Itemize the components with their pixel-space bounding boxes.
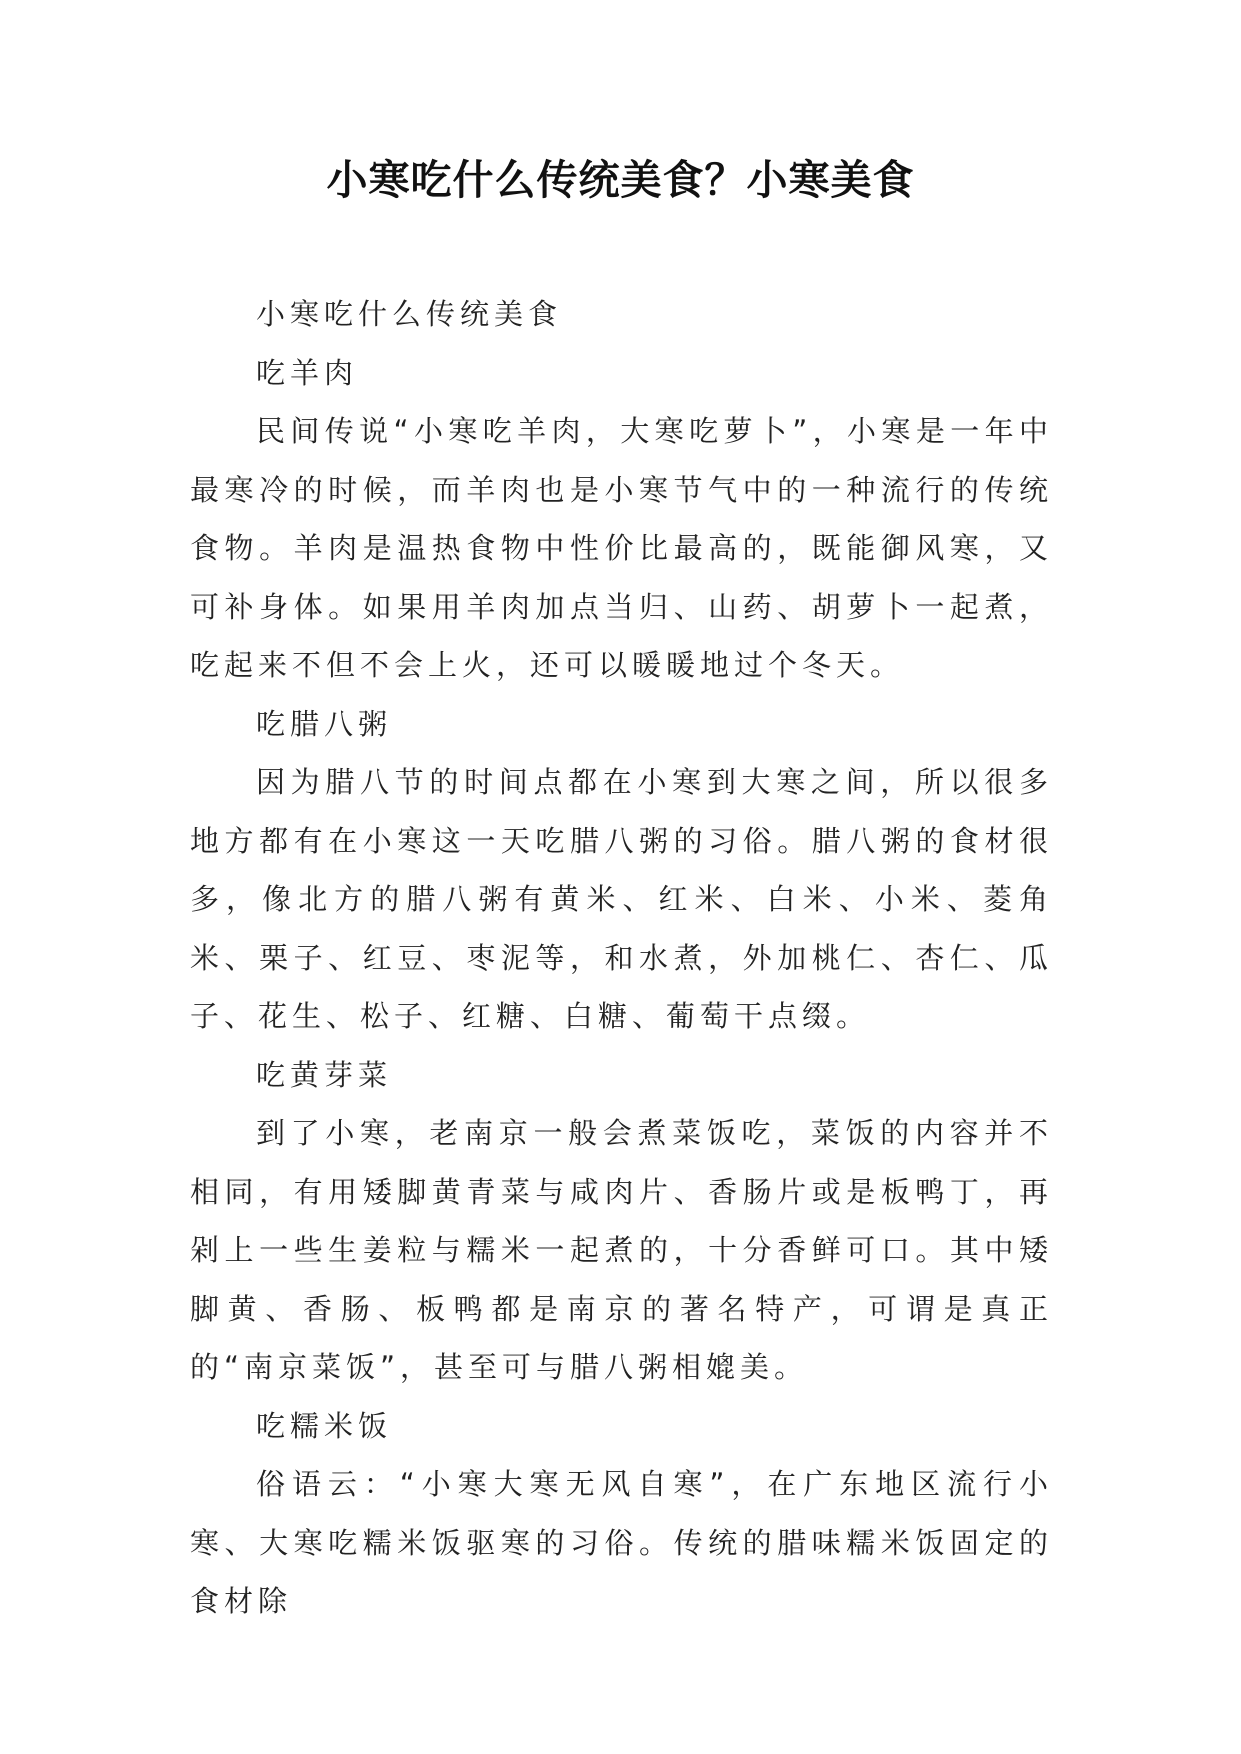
section-intro-heading: 小寒吃什么传统美食 bbox=[256, 297, 563, 331]
paragraph-lamb: 民间传说“小寒吃羊肉，大寒吃萝卜”，小寒是一年中最寒冷的时候，而羊肉也是小寒节气中的一种流行的传统食物。羊肉是温热食物中性价比最高的，既能御风寒，又可补身体。如果用羊肉加点当归、山药、胡萝卜一起煮，吃起来不但不会上火，还可以暖暖地过个冬天。 bbox=[190, 414, 1053, 682]
document-title: 小寒吃什么传统美食？小寒美食 bbox=[326, 156, 915, 204]
document-body bbox=[190, 285, 1053, 1631]
paragraph-laba-porridge: 因为腊八节的时间点都在小寒到大寒之间，所以很多地方都有在小寒这一天吃腊八粥的习俗。腊八粥的食材很多，像北方的腊八粥有黄米、红米、白米、小米、菱角米、栗子、红豆、枣泥等，和水煮，外加桃仁、杏仁、瓜子、花生、松子、红糖、白糖、葡萄干点缀。 bbox=[190, 765, 1053, 1033]
paragraph-huangya-cabbage: 到了小寒，老南京一般会煮菜饭吃，菜饭的内容并不相同，有用矮脚黄青菜与咸肉片、香肠片或是板鸭丁，再剁上一些生姜粒与糯米一起煮的，十分香鲜可口。其中矮脚黄、香肠、板鸭都是南京的著名特产，可谓是真正的“南京菜饭”，甚至可与腊八粥相媲美。 bbox=[190, 1116, 1053, 1384]
section-heading-huangya-cabbage: 吃黄芽菜 bbox=[256, 1057, 393, 1092]
section-heading-laba-porridge: 吃腊八粥 bbox=[256, 706, 393, 741]
section-heading-lamb: 吃羊肉 bbox=[256, 355, 359, 390]
paragraph-glutinous-rice: 俗语云：“小寒大寒无风自寒”，在广东地区流行小寒、大寒吃糯米饭驱寒的习俗。传统的腊味糯米饭固定的食材除 bbox=[190, 1467, 1053, 1618]
section-heading-glutinous-rice: 吃糯米饭 bbox=[256, 1408, 393, 1443]
